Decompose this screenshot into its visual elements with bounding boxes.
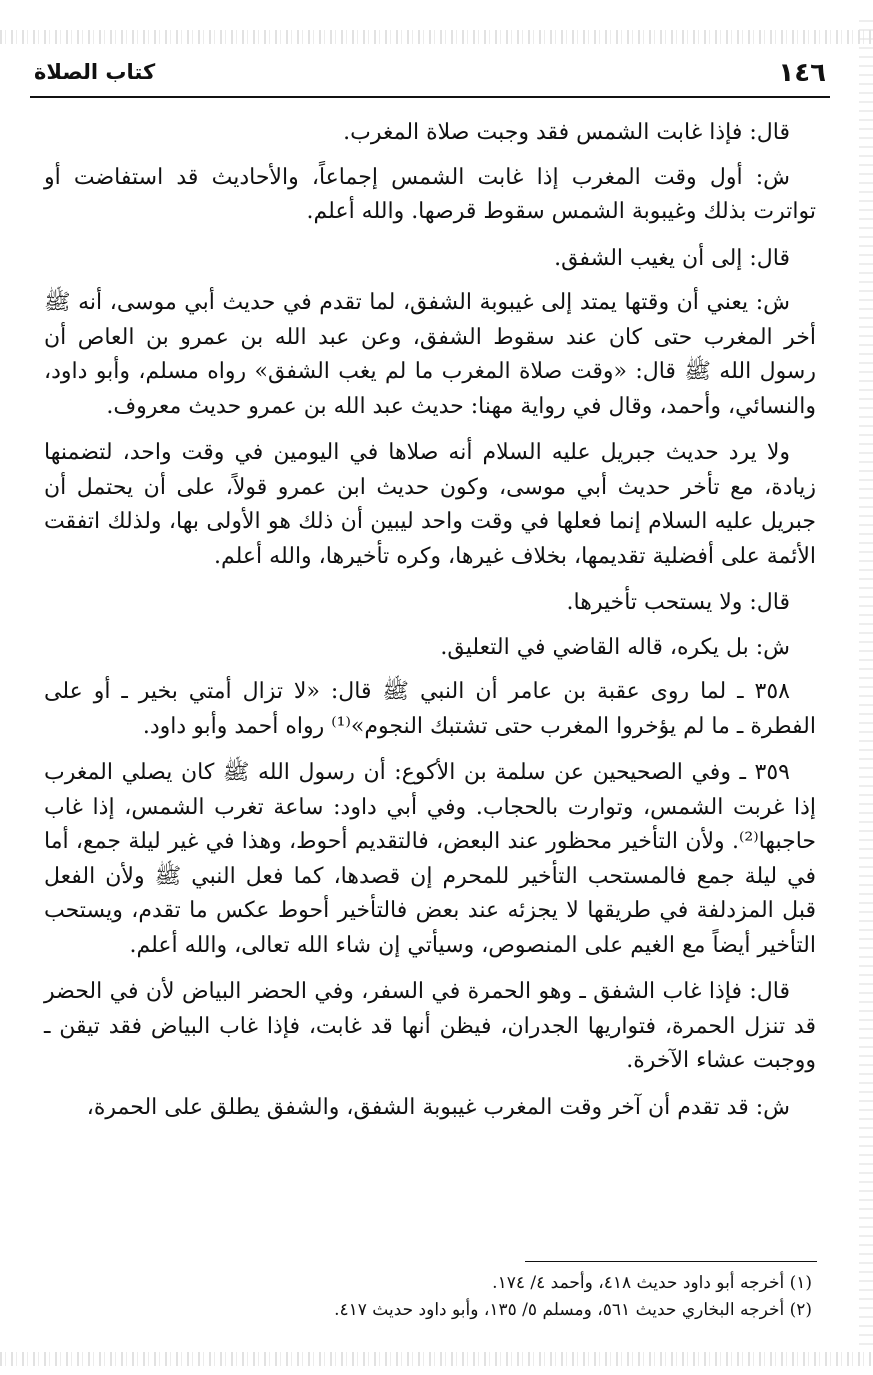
paragraph: قال: إلى أن يغيب الشفق. [554, 245, 790, 271]
paragraph: قال: فإذا غابت الشمس فقد وجبت صلاة المغرب. [343, 120, 790, 145]
paragraph: ش: أول وقت المغرب إذا غابت الشمس إجماعاً، والأحاديث قد استفاضت أو تواترت بذلك وغيبوبة الشمس سقوط قرصها. والله أعلم. [44, 164, 816, 224]
footnote: (٢) أخرجه البخاري حديث ٥٦١، ومسلم ٥/ ١٣٥، وأبو داود حديث ٤١٧. [334, 1300, 812, 1320]
footnote-rule [525, 1261, 817, 1262]
page-header [34, 58, 826, 98]
paragraph: ش: يعني أن وقتها يمتد إلى غيبوبة الشفق، لما تقدم في حديث أبي موسى، أنه ﷺ أخر المغرب حتى كان عند سقوط الشفق، وعن عبد الله بن عمرو بن العاص أن رسول الله ﷺ قال: «وقت صلاة المغرب ما لم يغب الشفق» رواه مسلم، وأبو داود، والنسائي، وأحمد، وقال في رواية مهنا: حديث عبد الله بن عمرو حديث معروف. [44, 290, 816, 419]
running-title: كتاب الصلاة [34, 60, 156, 84]
hadith-paragraph: ٣٥٩ ـ وفي الصحيحين عن سلمة بن الأكوع: أن رسول الله ﷺ كان يصلي المغرب إذا غربت الشمس، وتوارت بالحجاب. وفي أبي داود: ساعة تغرب الشمس، إذا غاب حاجبها⁽²⁾. ولأن التأخير محظور عند البعض، فالتقديم أحوط، وهذا في غير ليلة جمع، أما في ليلة جمع فالمستحب التأخير للمحرم إن قصدها، كما فعل النبي ﷺ ولأن الفعل قبل المزدلفة في طريقها لا يجزئه عند بعض فالتأخير أحوط عكس ما تقدم، ويستحب التأخير أيضاً مع الغيم على المنصوص، وسيأتي إن شاء الله تعالى، والله أعلم. [44, 760, 816, 958]
paragraph: ولا يرد حديث جبريل عليه السلام أنه صلاها في اليومين في وقت واحد، لتضمنها زيادة، مع تأخر حديث أبي موسى، وكون حديث ابن عمرو قولاً، على أن يحتمل أن جبريل عليه السلام إنما فعلها في وقت واحد ليبين أن ذلك هو الأولى بها، ولذلك اتفقت الأئمة على أفضلية تقديمها، بخلاف غيرها، وكره تأخيرها، والله أعلم. [44, 440, 816, 569]
page-number: ١٤٦ [778, 58, 826, 88]
paragraph: ش: قد تقدم أن آخر وقت المغرب غيبوبة الشفق، والشفق يطلق على الحمرة، [86, 1094, 790, 1120]
main-text [44, 116, 816, 1137]
scan-noise-bottom [0, 1352, 873, 1366]
paragraph: قال: فإذا غاب الشفق ـ وهو الحمرة في السفر، وفي الحضر البياض لأن في الحضر قد تنزل الحمرة، فتواريها الجدران، فيظن أنها قد غابت، فإذا غاب البياض فقد تيقن ـ ووجبت عشاء الآخرة. [44, 979, 816, 1073]
footnotes [44, 1270, 816, 1324]
scan-noise-top [0, 30, 873, 44]
paragraph: ش: بل يكره، قاله القاضي في التعليق. [440, 634, 790, 660]
header-rule [30, 96, 830, 98]
footnote: (١) أخرجه أبو داود حديث ٤١٨، وأحمد ٤/ ١٧٤. [492, 1273, 812, 1293]
paragraph: قال: ولا يستحب تأخيرها. [566, 590, 790, 615]
scan-noise-edge [859, 20, 873, 1350]
hadith-paragraph: ٣٥٨ ـ لما روى عقبة بن عامر أن النبي ﷺ قال: «لا تزال أمتي بخير ـ أو على الفطرة ـ ما لم يؤخروا المغرب حتى تشتبك النجوم»⁽¹⁾ رواه أحمد وأبو داود. [44, 679, 816, 739]
